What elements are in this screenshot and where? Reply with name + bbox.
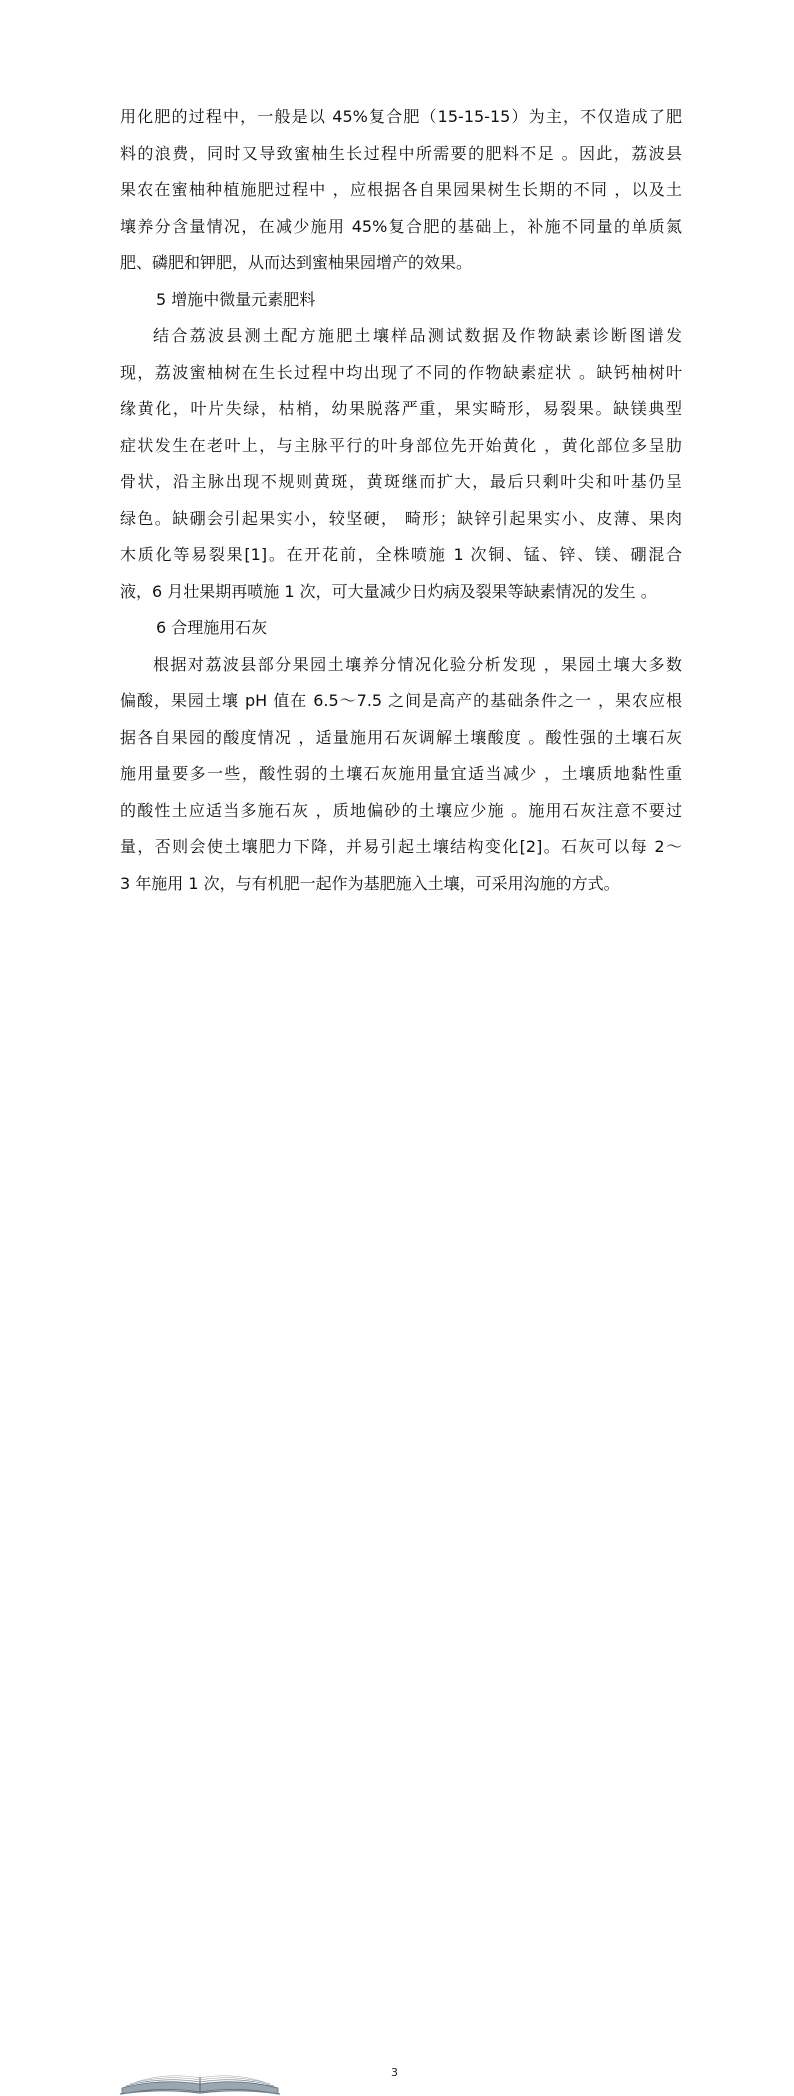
text-line: 壤养分含量情况，在减少施用 45%复合肥的基础上，补施不同量的单质氮 xyxy=(120,216,682,236)
text-line: 偏酸，果园土壤 pH 值在 6.5～7.5 之间是高产的基础条件之一 ，果农应根 xyxy=(120,691,682,710)
paragraph-micronutrients xyxy=(120,318,682,610)
page-footer xyxy=(0,1030,794,2079)
paragraph-lime-application xyxy=(120,647,682,903)
text-line: 据各自果园的酸度情况 ，适量施用石灰调解土壤酸度 。酸性强的土壤石灰 xyxy=(120,727,682,747)
text-line: 木质化等易裂果[1]。在开花前，全株喷施 1 次铜、锰、锌、镁、硼混合 xyxy=(120,545,682,564)
text-line: 施用量要多一些，酸性弱的土壤石灰施用量宜适当减少 ，土壤质地黏性重 xyxy=(120,764,682,783)
text-line: 缘黄化，叶片失绿，枯梢，幼果脱落严重，果实畸形，易裂果。缺镁典型 xyxy=(120,399,682,418)
open-book-icon xyxy=(120,2066,280,2096)
text-line: 现，荔波蜜柚树在生长过程中均出现了不同的作物缺素症状 。缺钙柚树叶 xyxy=(120,362,682,382)
text-line: 果农在蜜柚种植施肥过程中 ，应根据各自果园果树生长期的不同 ，以及土 xyxy=(120,180,682,199)
text-line: 3 年施用 1 次，与有机肥一起作为基肥施入土壤，可采用沟施的方式。 xyxy=(120,873,620,893)
paragraph-fertilizer-continuation xyxy=(120,99,682,282)
text-line: 骨状，沿主脉出现不规则黄斑，黄斑继而扩大，最后只剩叶尖和叶基仍呈 xyxy=(120,472,682,491)
text-line: 症状发生在老叶上，与主脉平行的叶身部位先开始黄化 ，黄化部位多呈肋 xyxy=(120,435,682,455)
section-heading-6: 6 合理施用石灰 xyxy=(156,618,268,637)
section-heading-5: 5 增施中微量元素肥料 xyxy=(156,289,316,309)
text-line: 肥、磷肥和钾肥，从而达到蜜柚果园增产的效果。 xyxy=(120,253,473,272)
text-line: 的酸性土应适当多施石灰 ，质地偏砂的土壤应少施 。施用石灰注意不要过 xyxy=(120,800,682,820)
body-text xyxy=(120,99,682,902)
text-line: 根据对荔波县部分果园土壤养分情况化验分析发现 ，果园土壤大多数 xyxy=(153,654,682,674)
page-number: 3 xyxy=(391,2066,398,2079)
text-line: 结合荔波县测土配方施肥土壤样品测试数据及作物缺素诊断图谱发 xyxy=(153,326,682,345)
text-line: 量，否则会使土壤肥力下降，并易引起土壤结构变化[2]。石灰可以每 2～ xyxy=(120,837,682,856)
text-line: 用化肥的过程中，一般是以 45%复合肥（15-15-15）为主，不仅造成了肥 xyxy=(120,107,682,126)
text-line: 绿色。缺硼会引起果实小，较坚硬， 畸形；缺锌引起果实小、皮薄、果肉 xyxy=(120,508,682,528)
text-line: 液，6 月壮果期再喷施 1 次，可大量减少日灼病及裂果等缺素情况的发生 。 xyxy=(120,581,657,601)
text-line: 料的浪费，同时又导致蜜柚生长过程中所需要的肥料不足 。因此，荔波县 xyxy=(120,143,682,163)
